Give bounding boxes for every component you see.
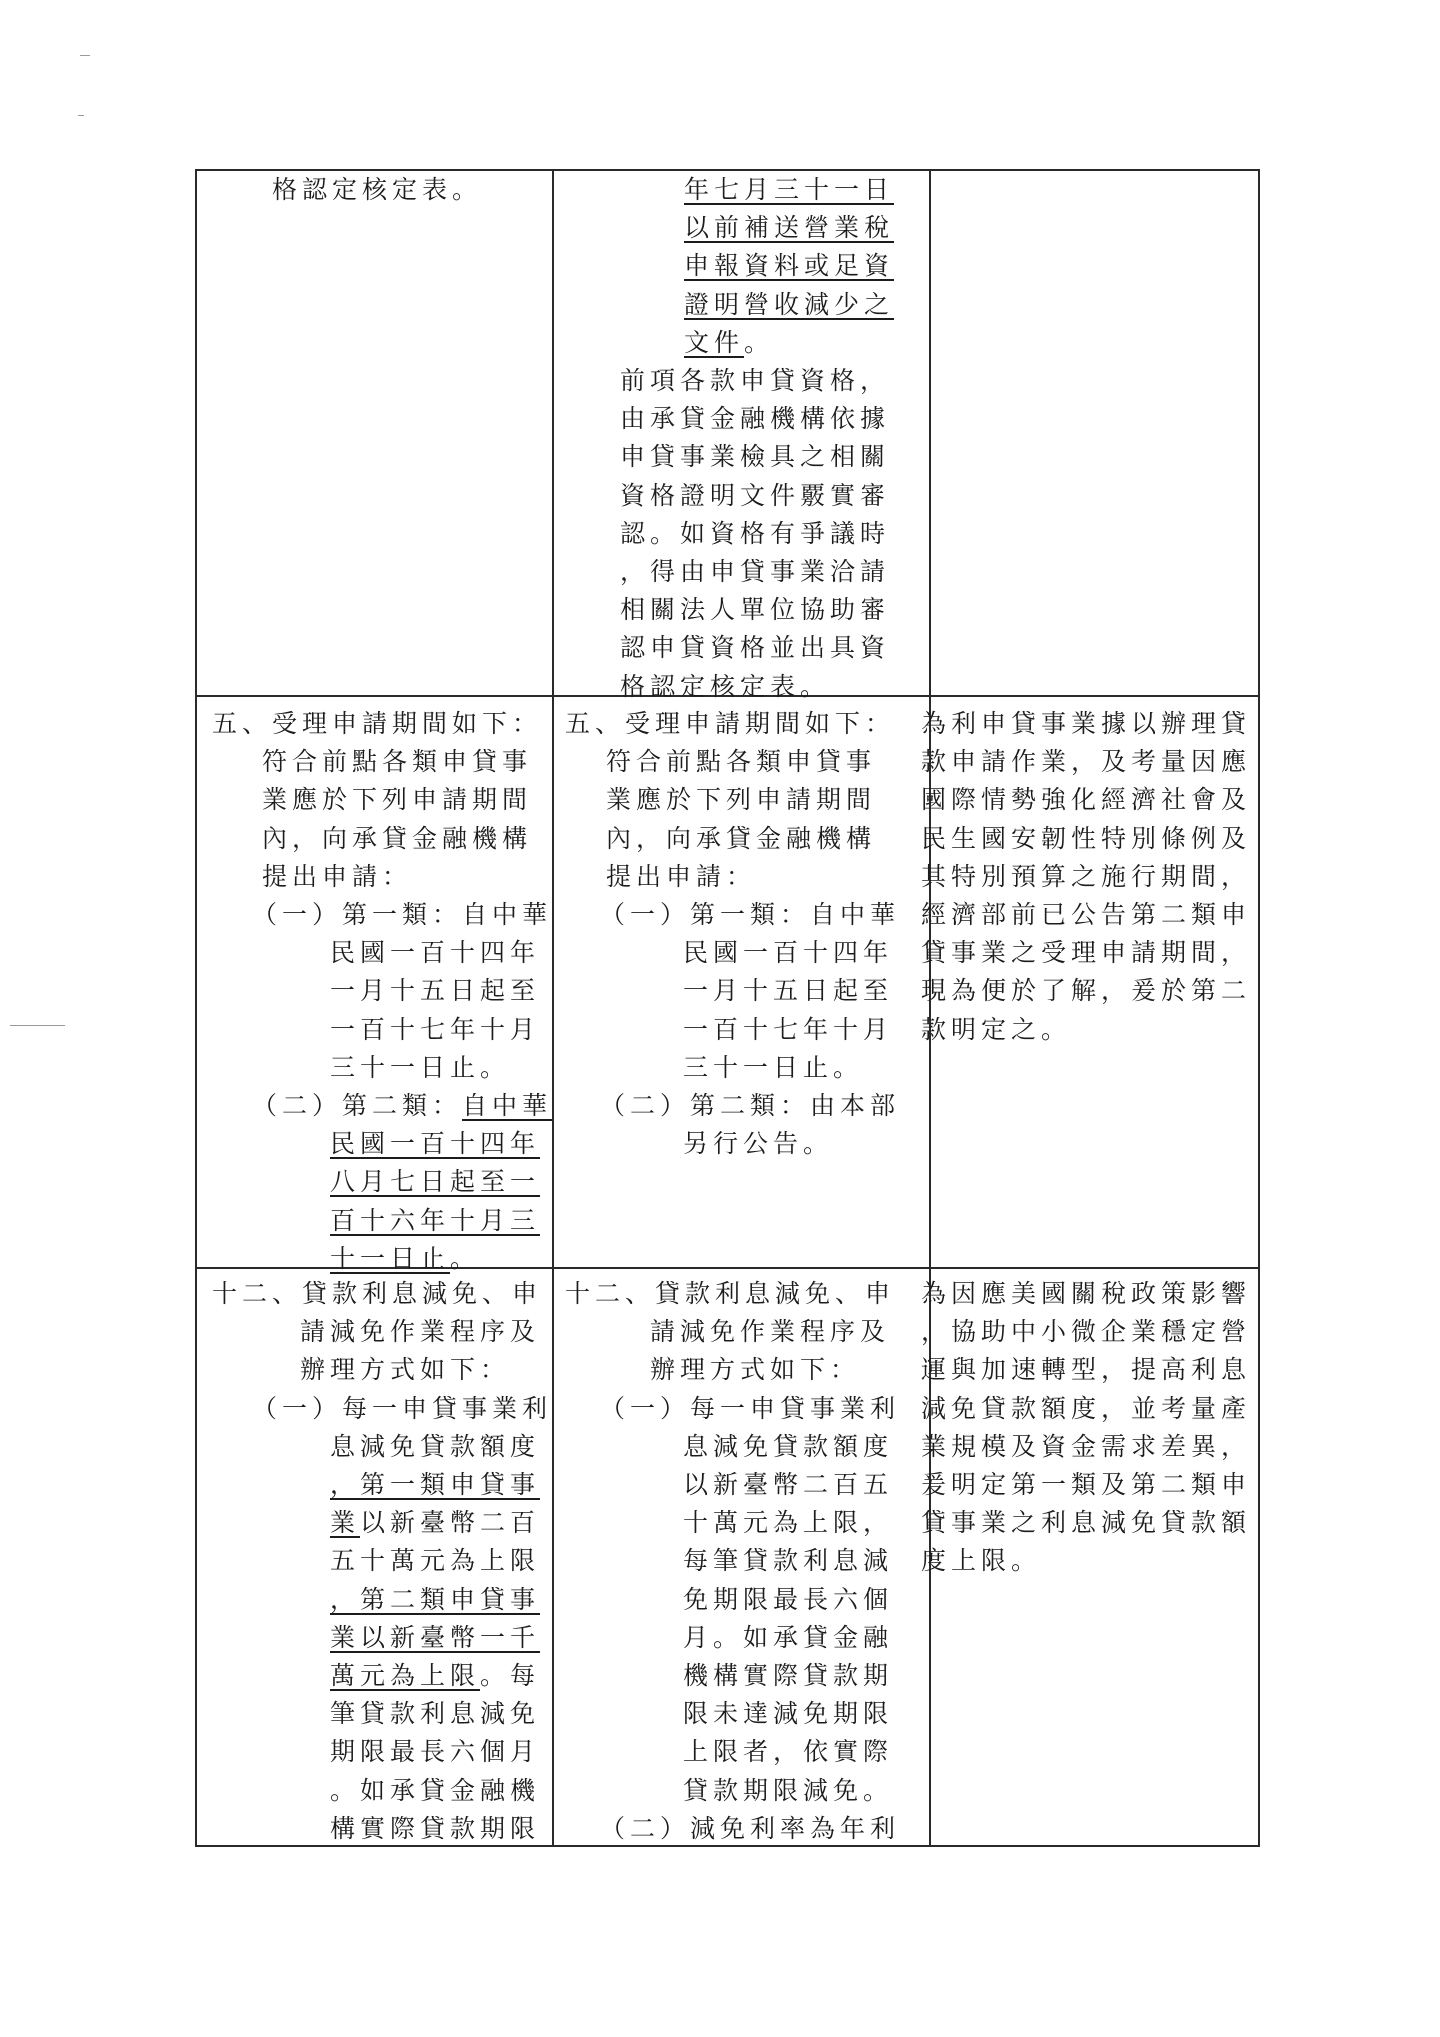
current-provision-line: [683, 1504, 893, 1542]
current-provision-line: [600, 1810, 900, 1848]
note-text-line: [921, 1313, 1251, 1351]
amended-provision-line: [330, 1695, 540, 1733]
note-text-line: [921, 934, 1251, 972]
current-provision-line: [620, 553, 890, 591]
text-segment: 格認定核定表。: [272, 175, 483, 204]
text-segment: 限未達減免期限: [683, 1699, 894, 1729]
note-text-line: [921, 1275, 1251, 1313]
current-provision-line: [683, 1695, 893, 1733]
amended-provision-line: [330, 1202, 540, 1240]
underlined-text: 年七月三十一日: [684, 175, 895, 204]
note-text-line: [921, 781, 1251, 819]
text-segment: 請減免作業程序及: [650, 1317, 891, 1347]
text-segment: 現為便於了解，爰於第二: [921, 976, 1252, 1006]
text-segment: 內，向承貸金融機構: [262, 823, 533, 853]
text-segment: 以新臺幣二百: [360, 1508, 541, 1538]
text-segment: 符合前點各類申貸事: [606, 747, 877, 777]
underlined-text: 百十六年十月三: [330, 1205, 541, 1235]
amended-provision-line: [330, 1466, 540, 1504]
text-segment: ，協助中小微企業穩定營: [921, 1317, 1252, 1347]
text-segment: 筆貸款利息減免: [330, 1699, 541, 1729]
text-segment: 三十一日止。: [683, 1052, 864, 1082]
text-segment: 上限者，依實際: [683, 1737, 894, 1767]
amended-provision-line: [330, 1049, 510, 1087]
text-segment: 認申貸資格並出具資: [620, 633, 891, 663]
underlined-text: 自中華: [462, 1091, 553, 1120]
scan-speck: [10, 1025, 65, 1026]
text-segment: 機構實際貸款期: [683, 1661, 894, 1690]
scan-speck: [80, 55, 90, 56]
text-segment: 貸事業之利息減免貸款額: [921, 1508, 1252, 1538]
text-segment: 民國一百十四年: [683, 938, 894, 968]
text-segment: 辦理方式如下：: [300, 1355, 511, 1385]
text-segment: 以新臺幣二百五: [683, 1470, 894, 1499]
note-text-line: [921, 1390, 1251, 1428]
text-segment: 提出申請：: [606, 861, 757, 891]
amended-provision-line: [262, 781, 532, 819]
text-segment: 辦理方式如下：: [650, 1355, 861, 1385]
text-segment: 構實際貸款期限: [330, 1813, 541, 1843]
current-provision-line: [683, 1542, 893, 1580]
text-segment: 。如承貸金融機: [330, 1775, 541, 1805]
note-text-line: [921, 972, 1251, 1010]
text-segment: （一）第一類：自中華: [252, 900, 553, 929]
amended-provision-line: [330, 1011, 540, 1049]
note-text-line: [921, 896, 1251, 934]
amended-provision-line: [330, 1542, 540, 1580]
text-segment: 。每: [480, 1661, 541, 1690]
current-provision-line: [620, 477, 890, 515]
text-segment: 十二、貸款利息減免、申: [565, 1279, 896, 1308]
current-provision-line: [620, 591, 890, 629]
current-provision-line: [606, 743, 876, 781]
text-segment: （二）減免利率為年利: [600, 1813, 901, 1843]
amended-provision-line: [330, 1125, 540, 1163]
underlined-text: 業以新臺幣一千: [330, 1622, 541, 1652]
text-segment: 一百十七年十月: [683, 1014, 894, 1044]
current-provision-line: [565, 1275, 895, 1313]
text-segment: 一月十五日起至: [683, 976, 894, 1006]
text-segment: 期限最長六個月: [330, 1737, 541, 1767]
note-text-line: [921, 1428, 1251, 1466]
current-provision-line: [683, 1657, 893, 1695]
amended-provision-line: [330, 1733, 540, 1771]
amended-provision-line: [330, 1657, 540, 1695]
text-segment: 款申請作業，及考量因應: [921, 747, 1252, 777]
text-segment: 業規模及資金需求差異，: [921, 1431, 1252, 1461]
underlined-text: 民國一百十四年: [330, 1129, 541, 1159]
text-segment: （二）第二類：: [252, 1091, 463, 1120]
text-segment: 息減免貸款額度: [683, 1431, 894, 1461]
text-segment: （一）第一類：自中華: [600, 900, 901, 929]
amended-provision-line: [330, 1619, 540, 1657]
underlined-text: 業: [330, 1508, 361, 1538]
current-provision-line: [683, 1011, 893, 1049]
current-provision-line: [684, 324, 774, 362]
text-segment: 五十萬元為上限: [330, 1546, 541, 1576]
note-text-line: [921, 1504, 1251, 1542]
amended-provision-line: [330, 1428, 540, 1466]
underlined-text: ，第一類申貸事: [330, 1470, 541, 1499]
current-provision-line: [684, 247, 894, 285]
text-segment: 相關法人單位協助審: [620, 595, 891, 625]
current-provision-line: [683, 1581, 893, 1619]
current-provision-line: [683, 1428, 893, 1466]
text-segment: 為利申貸事業據以辦理貸: [921, 709, 1252, 738]
text-segment: 資格證明文件覈實審: [620, 480, 891, 510]
text-segment: 度上限。: [921, 1546, 1042, 1576]
amended-provision-line: [330, 1163, 540, 1201]
amended-provision-line: [330, 1504, 540, 1542]
amended-provision-line: [272, 171, 482, 209]
current-provision-line: [606, 781, 876, 819]
current-provision-line: [650, 1313, 890, 1351]
text-segment: 請減免作業程序及: [300, 1317, 541, 1347]
amended-provision-line: [330, 1240, 480, 1278]
text-segment: （一）每一申貸事業利: [600, 1393, 901, 1423]
note-text-line: [921, 1466, 1251, 1504]
current-provision-line: [683, 1772, 893, 1810]
text-segment: 一月十五日起至: [330, 976, 541, 1006]
current-provision-line: [565, 705, 895, 743]
text-segment: 符合前點各類申貸事: [262, 747, 533, 777]
note-text-line: [921, 858, 1251, 896]
text-segment: 前項各款申貸資格，: [620, 366, 891, 395]
underlined-text: 文件: [684, 327, 745, 357]
underlined-text: 申報資料或足資: [684, 251, 895, 281]
text-segment: 提出申請：: [262, 861, 413, 891]
amended-provision-line: [330, 1810, 540, 1848]
current-provision-line: [620, 668, 830, 706]
amended-provision-line: [300, 1351, 510, 1389]
note-text-line: [921, 1351, 1251, 1389]
current-provision-line: [683, 1466, 893, 1504]
current-provision-line: [684, 171, 894, 209]
text-segment: 內，向承貸金融機構: [606, 823, 877, 853]
scan-speck: [78, 115, 84, 116]
text-segment: （一）每一申貸事業利: [252, 1393, 553, 1423]
note-text-line: [921, 705, 1251, 743]
current-provision-line: [684, 209, 894, 247]
note-text-line: [921, 1011, 1071, 1049]
text-segment: 十二、貸款利息減免、申: [212, 1279, 543, 1308]
text-segment: 業應於下列申請期間: [606, 785, 877, 815]
amended-provision-line: [252, 896, 552, 934]
text-segment: 五、受理申請期間如下：: [212, 709, 543, 738]
underlined-text: 以前補送營業稅: [684, 213, 895, 243]
amended-provision-line: [330, 934, 540, 972]
current-provision-line: [606, 820, 876, 858]
text-segment: 格認定核定表。: [620, 671, 831, 701]
current-provision-line: [650, 1351, 860, 1389]
current-provision-line: [620, 629, 890, 667]
current-provision-line: [683, 1049, 863, 1087]
underlined-text: 八月七日起至一: [330, 1167, 541, 1197]
text-segment: 一百十七年十月: [330, 1014, 541, 1044]
current-provision-line: [684, 286, 894, 324]
current-provision-line: [683, 1733, 893, 1771]
text-segment: 民生國安韌性特別條例及: [921, 823, 1252, 853]
current-provision-line: [600, 1087, 900, 1125]
text-segment: 款明定之。: [921, 1014, 1072, 1044]
text-segment: 其特別預算之施行期間，: [921, 861, 1252, 891]
text-segment: 由承貸金融機構依據: [620, 404, 891, 434]
text-segment: 認。如資格有爭議時: [620, 518, 891, 548]
text-segment: 貸事業之受理申請期間，: [921, 938, 1252, 968]
amended-provision-line: [212, 705, 542, 743]
current-provision-line: [683, 972, 893, 1010]
underlined-text: 萬元為上限: [330, 1661, 481, 1690]
note-text-line: [921, 820, 1251, 858]
amended-provision-line: [262, 743, 532, 781]
current-provision-line: [620, 438, 890, 476]
text-segment: 國際情勢強化經濟社會及: [921, 785, 1252, 815]
text-segment: 。: [744, 327, 775, 357]
text-segment: （二）第二類：由本部: [600, 1091, 901, 1120]
amended-provision-line: [300, 1313, 540, 1351]
amended-provision-line: [252, 1390, 552, 1428]
current-provision-line: [683, 934, 893, 972]
current-provision-line: [620, 400, 890, 438]
amended-provision-line: [252, 1087, 552, 1125]
text-segment: 申貸事業檢具之相關: [620, 442, 891, 472]
text-segment: 運與加速轉型，提高利息: [921, 1355, 1252, 1385]
amended-provision-line: [262, 858, 412, 896]
amended-provision-line: [212, 1275, 542, 1313]
text-segment: 。: [450, 1243, 481, 1273]
text-segment: 免期限最長六個: [683, 1584, 894, 1614]
text-segment: 減免貸款額度，並考量產: [921, 1393, 1252, 1423]
text-segment: 經濟部前已公告第二類申: [921, 900, 1252, 929]
current-provision-line: [600, 896, 900, 934]
text-segment: 十萬元為上限，: [683, 1508, 894, 1538]
current-provision-line: [600, 1390, 900, 1428]
amended-provision-line: [330, 1772, 540, 1810]
underlined-text: 十一日止: [330, 1243, 451, 1273]
text-segment: 五、受理申請期間如下：: [565, 709, 896, 738]
underlined-text: 證明營收減少之: [684, 289, 895, 319]
amended-provision-line: [262, 820, 532, 858]
current-provision-line: [606, 858, 756, 896]
note-text-line: [921, 1542, 1041, 1580]
text-segment: 民國一百十四年: [330, 938, 541, 968]
text-segment: 貸款期限減免。: [683, 1775, 894, 1805]
amended-provision-line: [330, 972, 540, 1010]
current-provision-line: [683, 1125, 833, 1163]
current-provision-line: [620, 362, 890, 400]
current-provision-line: [620, 515, 890, 553]
underlined-text: ，第二類申貸事: [330, 1584, 541, 1614]
text-segment: 每筆貸款利息減: [683, 1546, 894, 1576]
text-segment: 三十一日止。: [330, 1052, 511, 1082]
text-segment: 為因應美國關稅政策影響: [921, 1279, 1252, 1308]
text-segment: 息減免貸款額度: [330, 1431, 541, 1461]
current-provision-line: [683, 1619, 893, 1657]
amended-provision-line: [330, 1581, 540, 1619]
note-text-line: [921, 743, 1251, 781]
text-segment: 另行公告。: [683, 1129, 834, 1159]
text-segment: 爰明定第一類及第二類申: [921, 1470, 1252, 1499]
text-segment: 月。如承貸金融: [683, 1622, 894, 1652]
text-segment: ，得由申貸事業洽請: [620, 557, 891, 586]
text-segment: 業應於下列申請期間: [262, 785, 533, 815]
column-divider: [552, 171, 554, 1845]
